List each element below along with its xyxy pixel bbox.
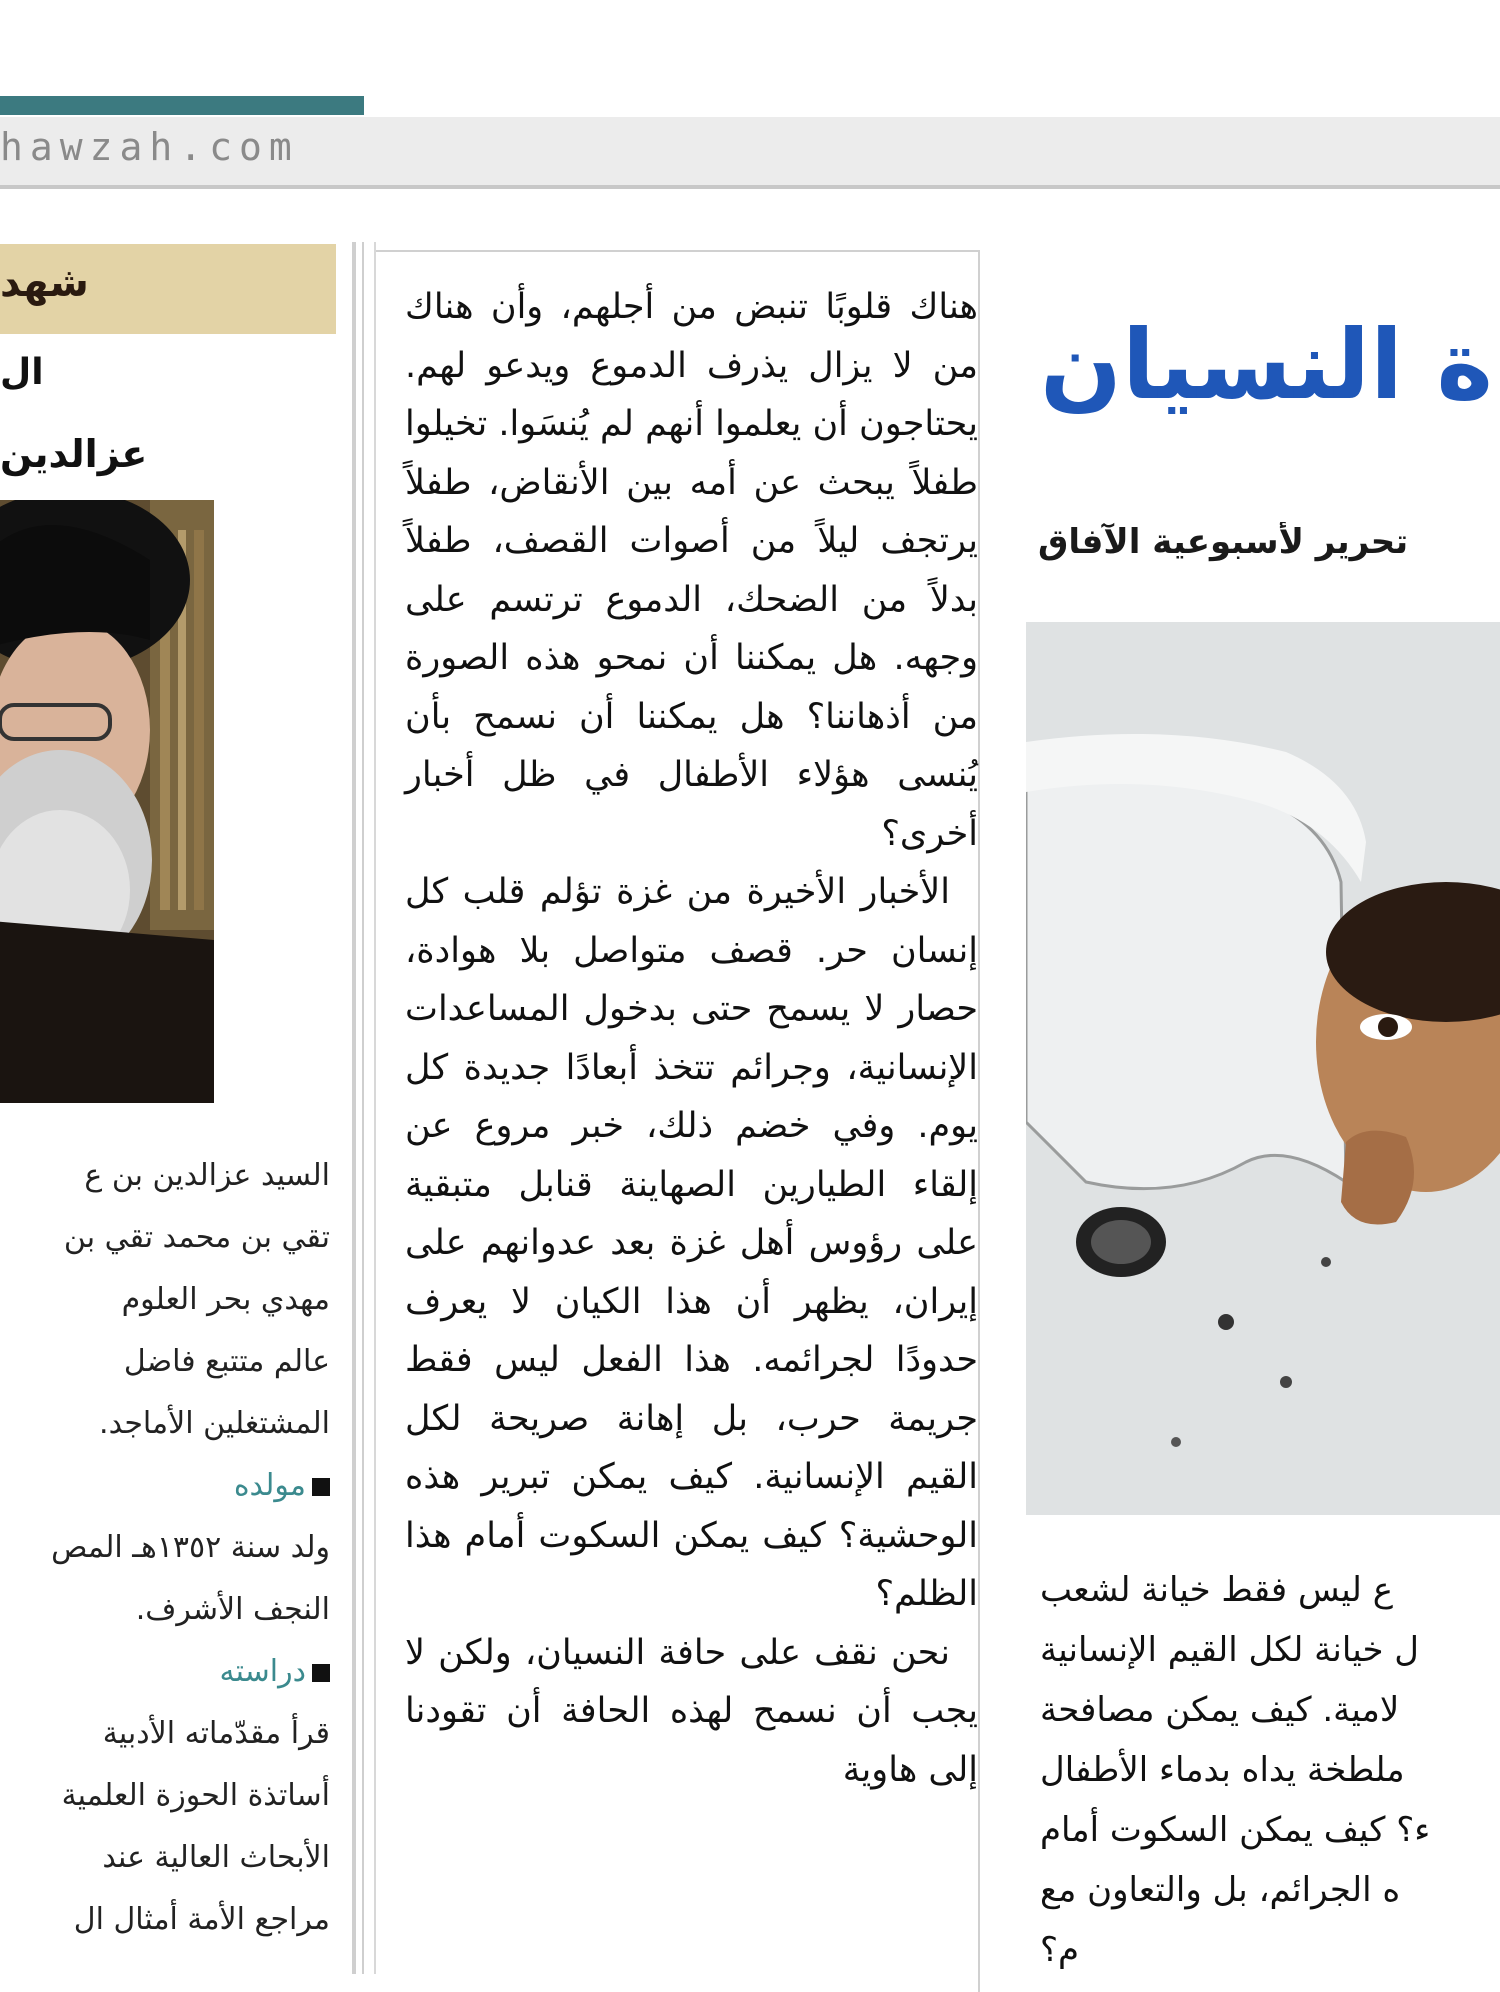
article-line: ملطخة يداه بدماء الأطفال <box>1040 1750 1405 1790</box>
article-line: ء؟ كيف يمكن السكوت أمام <box>1040 1810 1431 1850</box>
bio-line: النجف الأشرف. <box>135 1592 330 1627</box>
bio-line: عالم متتبع فاضل <box>123 1344 330 1379</box>
sidebar-heading: شهد <box>0 260 89 306</box>
sidebar-biography <box>0 1145 330 1974</box>
bio-line: قرأ مقدّماته الأدبية <box>102 1716 330 1751</box>
square-bullet-icon <box>312 1478 330 1496</box>
article-line: لامية. كيف يمكن مصافحة <box>1040 1690 1400 1730</box>
bio-line: تقي بن محمد تقي بن <box>63 1220 330 1255</box>
article-headline: ة النسيان <box>1040 309 1494 421</box>
bio-line: مهدي بحر العلوم <box>121 1282 330 1317</box>
square-bullet-icon <box>312 1664 330 1682</box>
article-line: م؟ <box>1040 1930 1080 1970</box>
bio-section-heading: دراسته <box>0 1641 330 1703</box>
bio-section-heading: مولده <box>0 1455 330 1517</box>
article-photo <box>1026 622 1500 1515</box>
article-line: ه الجرائم، بل والتعاون مع <box>1040 1870 1401 1910</box>
portrait-photo <box>0 500 214 1103</box>
bio-line: السيد عزالدين بن ع <box>84 1158 330 1193</box>
bio-line: أساتذة الحوزة العلمية <box>61 1778 330 1813</box>
sidebar-heading-box <box>0 244 336 334</box>
article-body <box>405 278 978 1799</box>
site-url[interactable]: hawzah.com <box>0 125 299 169</box>
column-divider <box>352 242 356 1974</box>
header-accent-bar <box>0 96 364 115</box>
sidebar-subheading: ال <box>0 352 44 393</box>
article-paragraph: الأخبار الأخيرة من غزة تؤلم قلب كل إنسان حر. قصف متواصل بلا هوادة، حصار لا يسمح حتى بدخول المساعدات الإنسانية، وجرائم تتخذ أبعادًا جديدة كل يوم. وفي خضم ذلك، خبر مروع عن إلقاء الطيارين الصهاينة قنابل متبقية على رؤوس أهل غزة بعد عدوانهم على إيران، يظهر أن هذا الكيان لا يعرف حدودًا لجرائمه. هذا الفعل ليس فقط جريمة حرب، بل إهانة صريحة لكل القيم الإنسانية. كيف يمكن تبرير هذه الوحشية؟ كيف يمكن السكوت أمام هذا الظلم؟ <box>405 872 978 1614</box>
article-line: ل خيانة لكل القيم الإنسانية <box>1040 1630 1419 1670</box>
article-paragraph: هناك قلوبًا تنبض من أجلهم، وأن هناك من لا يزال يذرف الدموع ويدعو لهم. يحتاجون أن يعلموا أنهم لم يُنسَوا. تخيلوا طفلاً يبحث عن أمه بين الأنقاض، طفلاً يرتجف ليلاً من أصوات القصف، طفلاً بدلاً من الضحك، الدموع ترتسم على وجهه. هل يمكننا أن نمحو هذه الصورة من أذهاننا؟ هل يمكننا أن نسمح بأن يُنسى هؤلاء الأطفال في ظل أخبار أخرى؟ <box>404 287 978 854</box>
article-line: ع ليس فقط خيانة لشعب <box>1040 1570 1394 1610</box>
article-paragraph: نحن نقف على حافة النسيان، ولكن لا يجب أن نسمح لهذه الحافة أن تقودنا إلى هاوية <box>405 1632 978 1790</box>
site-url-bar <box>0 117 1500 189</box>
bio-line: الأبحاث العالية عند <box>102 1840 330 1875</box>
bio-line: المشتغلين الأماجد. <box>99 1406 330 1441</box>
column-divider <box>362 242 364 1974</box>
article-continuation <box>1040 1560 1500 1974</box>
bio-line: مراجع الأمة أمثال ال <box>73 1902 330 1937</box>
article-byline: تحرير لأسبوعية الآفاق <box>1038 522 1409 562</box>
bio-line: ولد سنة ١٣٥٢هـ المص <box>51 1530 330 1565</box>
sidebar-person-name: عزالدين <box>0 432 148 476</box>
